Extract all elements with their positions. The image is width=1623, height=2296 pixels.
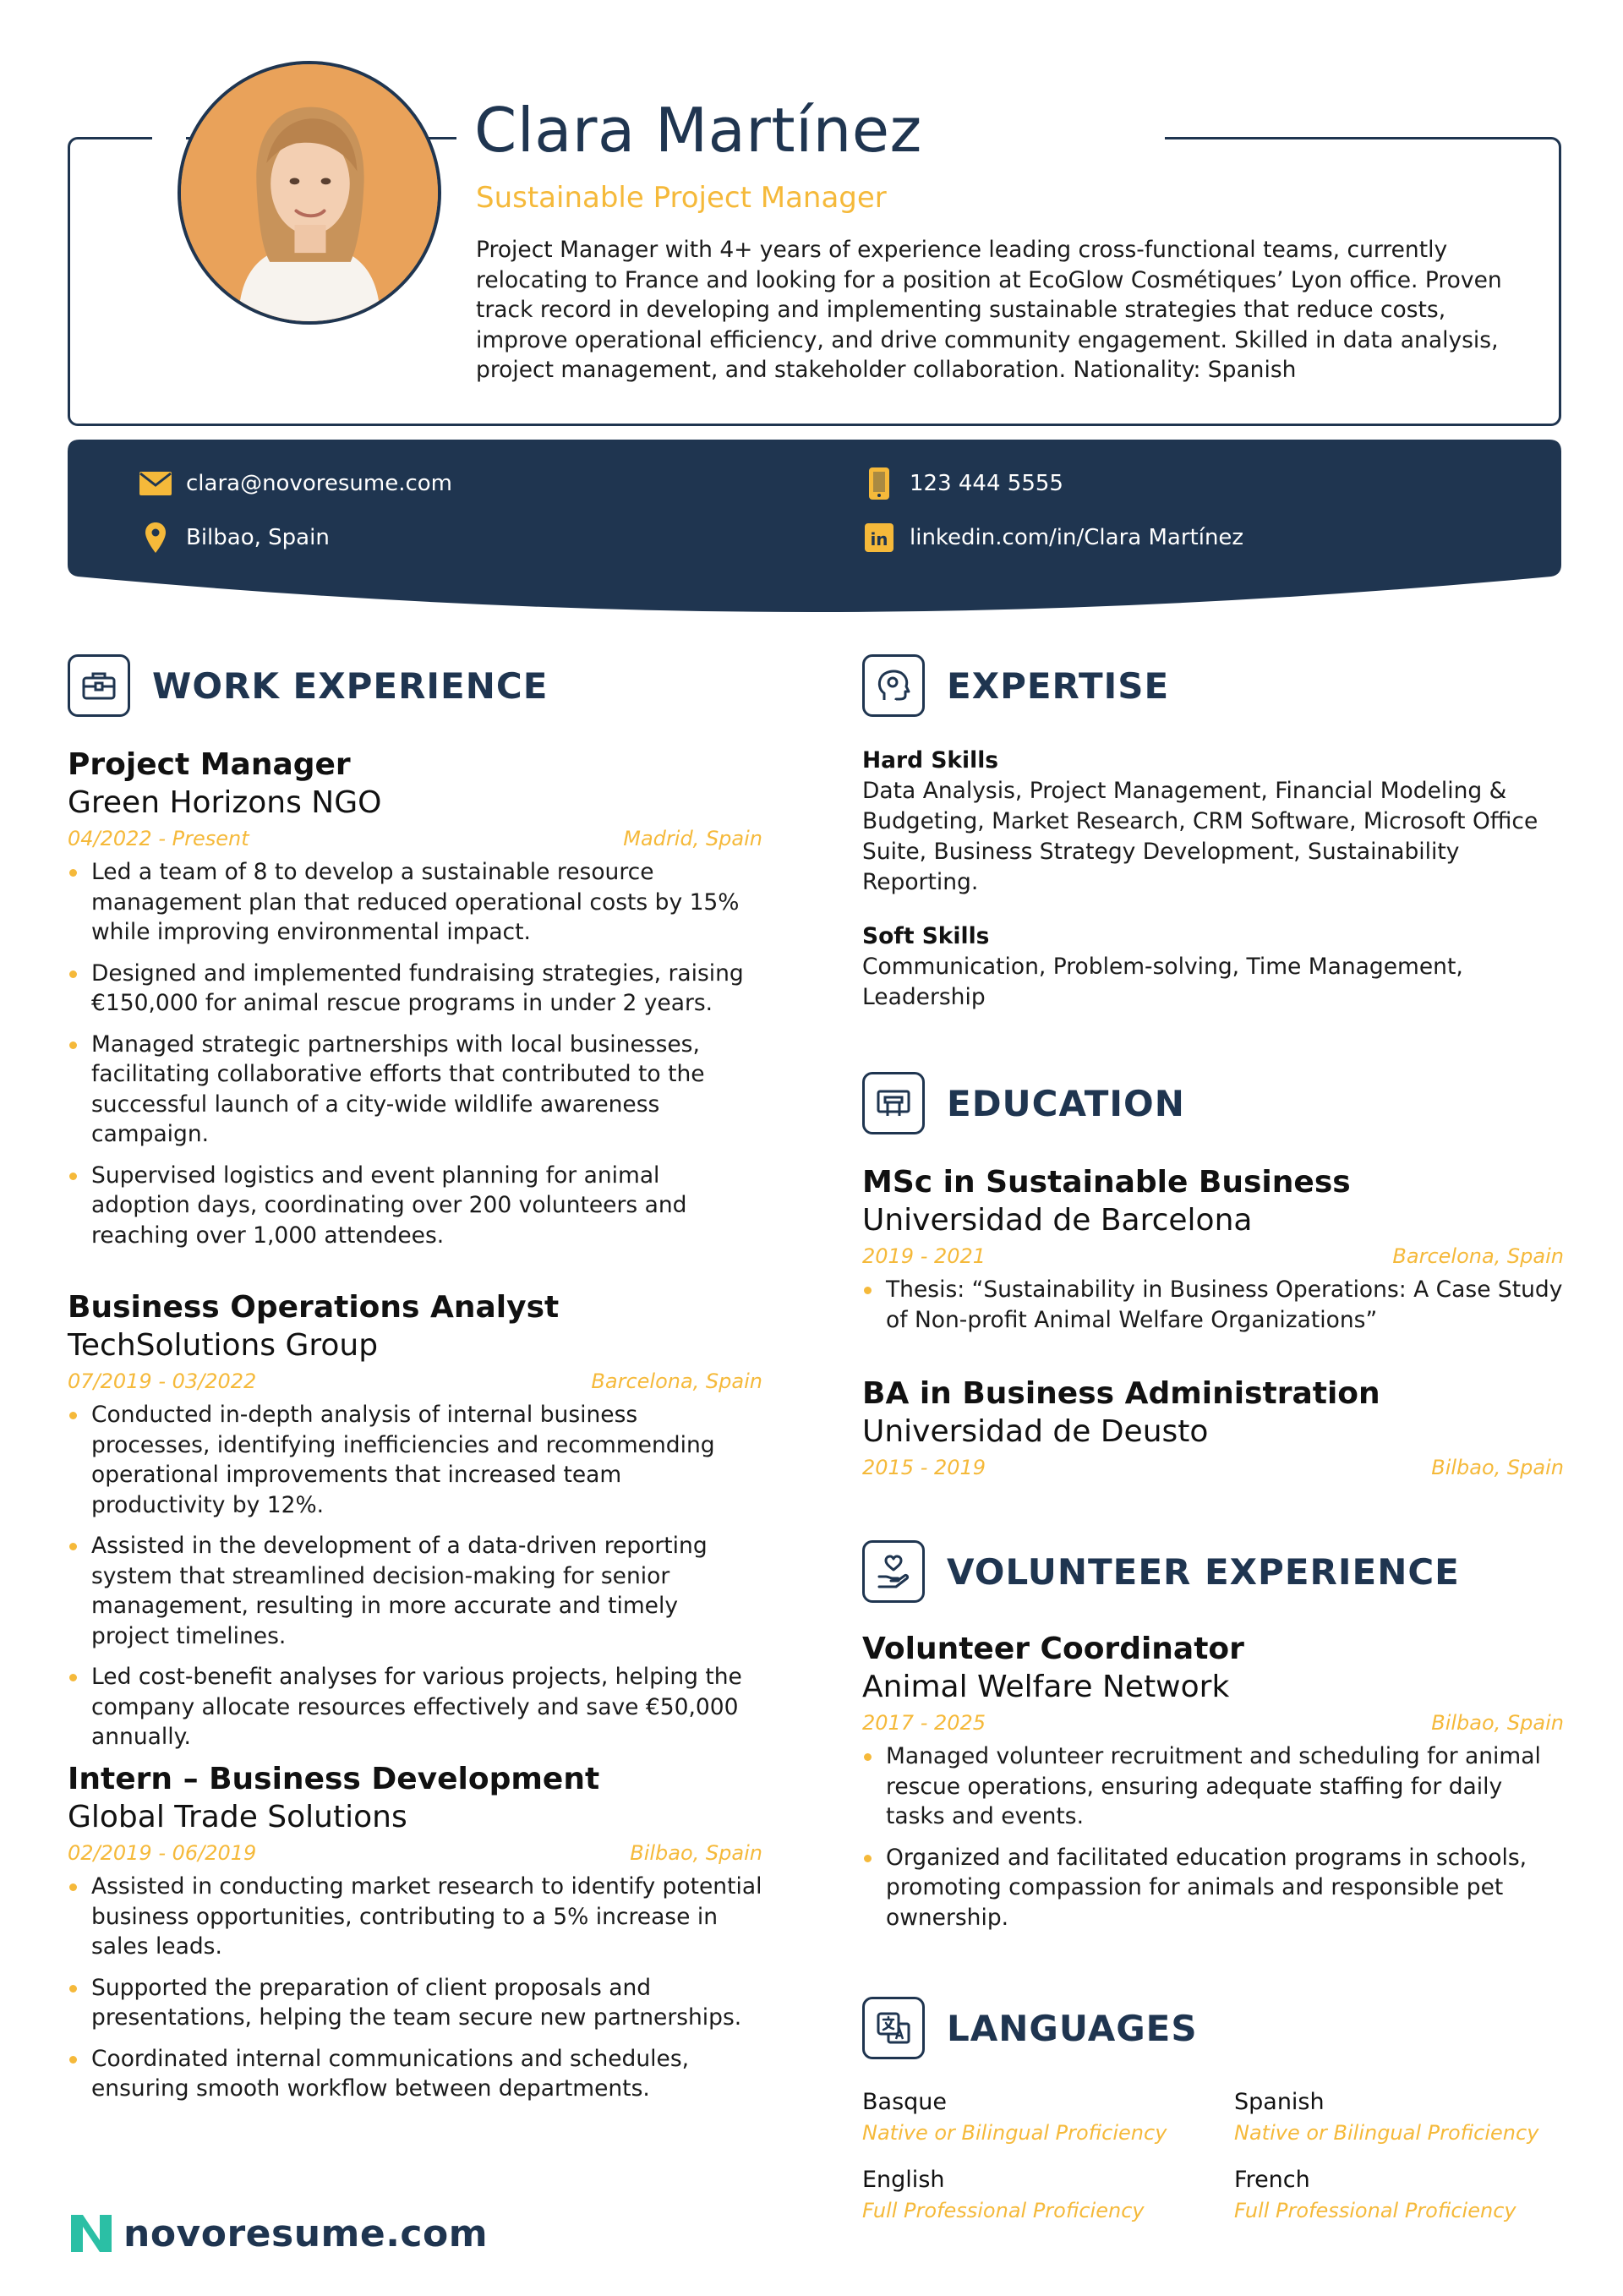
job-title: Sustainable Project Manager: [476, 181, 887, 215]
contact-linkedin[interactable]: [862, 521, 1243, 555]
briefcase-icon: [68, 654, 130, 717]
job-role: Intern – Business Development: [68, 1762, 600, 1796]
bullet-item: Designed and implemented fundraising strategies, raising €150,000 for animal rescue programs in under 2 years.: [68, 959, 762, 1019]
bullet-item: Assisted in the development of a data-driven reporting system that streamlined decision-making for senior management, resulting in more accurate and timely project timelines.: [68, 1531, 762, 1651]
language-level: Native or Bilingual Proficiency: [862, 2121, 1167, 2145]
bullet-item: Conducted in-depth analysis of internal business processes, identifying inefficiencies and recommending operational improvements that increased team productivity by 12%.: [68, 1400, 762, 1520]
education-entry: [862, 1163, 1564, 1346]
job-entry: [68, 746, 762, 1261]
heart-hand-icon: [862, 1540, 925, 1603]
phone-icon: [862, 467, 896, 500]
bullet-item: Led cost-benefit analyses for various projects, helping the company allocate resources effectively and save €50,000 annually.: [68, 1662, 762, 1752]
phone-text: 123 444 5555: [910, 471, 1063, 496]
work-experience-heading: [68, 654, 548, 717]
bullet-item: Supported the preparation of client proposals and presentations, helping the team secure new partnerships.: [68, 1973, 762, 2033]
head-gear-icon: [862, 654, 925, 717]
job-bullets: [68, 857, 762, 1250]
bullet-item: Managed strategic partnerships with local businesses, facilitating collaborative efforts that contributed to the successful launch of a city-wide wildlife awareness campaign.: [68, 1030, 762, 1150]
translate-icon: [862, 1997, 925, 2059]
job-entry: [68, 1760, 762, 2115]
bullet-item: Coordinated internal communications and schedules, ensuring smooth workflow between departments.: [68, 2044, 762, 2104]
job-meta: [68, 1369, 762, 1393]
job-location: Madrid, Spain: [623, 827, 762, 850]
job-role: Business Operations Analyst: [68, 1290, 560, 1325]
education-heading: [862, 1072, 1185, 1134]
section-title: WORK EXPERIENCE: [152, 664, 549, 707]
svg-text:in: in: [870, 529, 888, 549]
contact-email[interactable]: [139, 467, 452, 500]
location-pin-icon: [139, 521, 172, 555]
language-level: Full Professional Proficiency: [862, 2199, 1145, 2222]
novoresume-mark-icon: [68, 2211, 115, 2255]
volunteer-dates: 2017 - 2025: [862, 1711, 986, 1735]
language-name: English: [862, 2167, 945, 2193]
languages-heading: [862, 1997, 1198, 2059]
education-bullets: [862, 1275, 1564, 1335]
expertise-heading: [862, 654, 1169, 717]
language-item: [1234, 2164, 1516, 2225]
job-role: Project Manager: [68, 747, 351, 782]
bullet-item: Managed volunteer recruitment and scheduling for animal rescue operations, ensuring adequate staffing for daily tasks and events.: [862, 1741, 1564, 1832]
education-dates: 2015 - 2019: [862, 1456, 986, 1479]
novoresume-logo[interactable]: [68, 2211, 488, 2255]
education-dates: 2019 - 2021: [862, 1244, 986, 1268]
bullet-item: Assisted in conducting market research to identify potential business opportunities, contributing to a 5% increase in sales leads.: [68, 1872, 762, 1962]
section-title: VOLUNTEER EXPERIENCE: [947, 1550, 1460, 1593]
degree: BA in Business Administration: [862, 1376, 1380, 1411]
contact-location: [139, 521, 330, 555]
section-title: LANGUAGES: [947, 2007, 1198, 2049]
volunteer-org: Animal Welfare Network: [862, 1670, 1230, 1704]
soft-skills-label: Soft Skills: [862, 923, 990, 949]
linkedin-icon: [862, 521, 896, 555]
candidate-name: Clara Martínez: [474, 95, 922, 166]
bullet-item: Supervised logistics and event planning for animal adoption days, coordinating over 200 volunteers and reaching over 1,000 attendees.: [68, 1161, 762, 1251]
school: Universidad de Deusto: [862, 1414, 1209, 1449]
job-meta: [68, 1841, 762, 1865]
job-bullets: [68, 1872, 762, 2104]
volunteer-meta: [862, 1711, 1564, 1735]
volunteer-role: Volunteer Coordinator: [862, 1632, 1244, 1666]
education-meta: [862, 1244, 1564, 1268]
language-item: [862, 2164, 1145, 2225]
language-item: [862, 2086, 1167, 2147]
school: Universidad de Barcelona: [862, 1203, 1253, 1238]
language-name: Basque: [862, 2089, 947, 2115]
contact-phone[interactable]: [862, 467, 1063, 500]
profile-summary: Project Manager with 4+ years of experience leading cross-functional teams, currently relocating to France and looking for a position at EcoGlow Cosmétiques’ Lyon office. Proven track record in developing and implementing sustainable strategies that reduce costs, improve operational efficiency, and drive community engagement. Skilled in data analysis, project management, and stakeholder collaboration. Nationality: Spanish: [476, 237, 1502, 383]
volunteer-heading: [862, 1540, 1460, 1603]
email-text: clara@novoresume.com: [186, 471, 453, 496]
education-meta: [862, 1456, 1564, 1479]
language-level: Native or Bilingual Proficiency: [1234, 2121, 1539, 2145]
hard-skills-label: Hard Skills: [862, 747, 999, 774]
job-dates: 02/2019 - 06/2019: [68, 1841, 257, 1865]
hard-skills-text: Data Analysis, Project Management, Financial Modeling & Budgeting, Market Research, CRM Software, Microsoft Office Suite, Business Strategy Development, Sustainability Reporting.: [862, 778, 1538, 895]
hard-skills: [862, 746, 1564, 898]
education-entry: [862, 1375, 1564, 1479]
email-icon: [139, 467, 172, 500]
job-company: Global Trade Solutions: [68, 1800, 407, 1834]
job-bullets: [68, 1400, 762, 1752]
job-meta: [68, 827, 762, 850]
job-dates: 07/2019 - 03/2022: [68, 1369, 257, 1393]
location-text: Bilbao, Spain: [186, 525, 330, 550]
job-company: Green Horizons NGO: [68, 785, 382, 820]
header-frame-gap: [152, 127, 186, 152]
job-dates: 04/2022 - Present: [68, 827, 249, 850]
education-location: Barcelona, Spain: [1392, 1244, 1564, 1268]
logo-text: novoresume.com: [123, 2211, 489, 2255]
section-title: EXPERTISE: [947, 664, 1170, 707]
graduation-icon: [862, 1072, 925, 1134]
language-item: [1234, 2086, 1538, 2147]
bullet-item: Led a team of 8 to develop a sustainable resource management plan that reduced operational costs by 15% while improving environmental impact.: [68, 857, 762, 948]
education-location: Bilbao, Spain: [1431, 1456, 1564, 1479]
soft-skills: [862, 921, 1564, 1013]
linkedin-text: linkedin.com/in/Clara Martínez: [910, 525, 1244, 550]
job-entry: [68, 1288, 762, 1763]
language-level: Full Professional Proficiency: [1234, 2199, 1516, 2222]
bullet-item: Thesis: “Sustainability in Business Operations: A Case Study of Non-profit Animal Welfare Organizations”: [862, 1275, 1564, 1335]
language-name: French: [1234, 2167, 1310, 2193]
volunteer-location: Bilbao, Spain: [1431, 1711, 1564, 1735]
job-company: TechSolutions Group: [68, 1328, 379, 1363]
soft-skills-text: Communication, Problem-solving, Time Management, Leadership: [862, 954, 1463, 1010]
volunteer-bullets: [862, 1741, 1564, 1932]
section-title: EDUCATION: [947, 1082, 1185, 1124]
job-location: Barcelona, Spain: [591, 1369, 762, 1393]
bullet-item: Organized and facilitated education programs in schools, promoting compassion for animals and responsible pet ownership.: [862, 1843, 1564, 1933]
volunteer-entry: [862, 1630, 1564, 1943]
profile-photo: [178, 61, 441, 325]
job-location: Bilbao, Spain: [630, 1841, 762, 1865]
language-name: Spanish: [1234, 2089, 1325, 2115]
degree: MSc in Sustainable Business: [862, 1165, 1351, 1200]
